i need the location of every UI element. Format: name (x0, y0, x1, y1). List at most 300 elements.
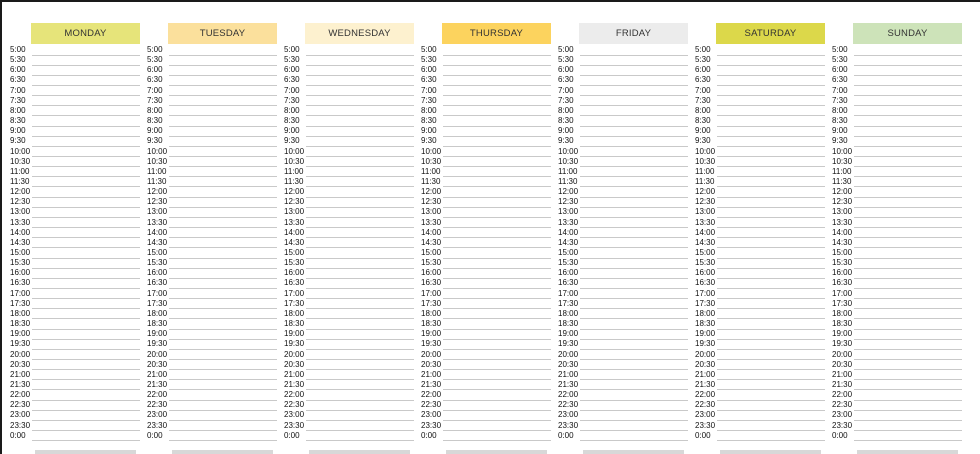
time-slot-label: 16:00 (10, 268, 31, 278)
time-slot-label: 9:30 (832, 136, 848, 146)
time-slot-label: 6:30 (147, 75, 163, 85)
time-slot-label: 0:00 (695, 430, 711, 440)
time-slot-label: 21:00 (695, 369, 716, 379)
time-slot-label: 12:00 (558, 187, 579, 197)
time-slot-label: 10:30 (832, 156, 853, 166)
time-slot-label: 17:00 (421, 288, 442, 298)
time-slot-label: 16:30 (284, 278, 305, 288)
time-slot-entry-line[interactable] (854, 369, 962, 370)
time-slot-label: 5:00 (558, 45, 574, 54)
time-slot-entry-line[interactable] (854, 227, 962, 228)
time-slot-label: 0:00 (147, 430, 163, 440)
time-slot-label: 18:00 (558, 308, 579, 318)
time-slot-label: 0:00 (284, 430, 300, 440)
time-slot-label: 12:00 (421, 187, 442, 197)
time-slot-label: 13:30 (832, 217, 853, 227)
time-slot-label: 5:30 (284, 55, 300, 65)
time-slot-label: 22:00 (284, 390, 305, 400)
time-slot-label: 23:30 (147, 420, 168, 430)
time-slot-label: 11:30 (421, 176, 441, 186)
time-slot-label: 6:00 (10, 65, 26, 75)
time-slot-label: 6:30 (832, 75, 848, 85)
time-slot-label: 8:00 (147, 105, 163, 115)
time-slot-label: 12:30 (10, 197, 31, 207)
time-slot-label: 8:30 (147, 116, 163, 126)
time-slot-label: 5:30 (695, 55, 711, 65)
time-slot-entry-line[interactable] (854, 410, 962, 411)
time-slot-label: 23:30 (695, 420, 716, 430)
time-slot-label: 6:00 (284, 65, 300, 75)
time-slot-label: 6:30 (10, 75, 26, 85)
time-slot-label: 8:30 (284, 116, 300, 126)
time-slot-label: 0:00 (421, 430, 437, 440)
time-slot-label: 6:30 (558, 75, 574, 85)
time-slot-label: 5:00 (10, 45, 26, 54)
time-slot-label: 23:00 (832, 410, 853, 420)
time-slot-label: 8:30 (10, 116, 26, 126)
time-slot-entry-line[interactable] (854, 176, 962, 177)
time-slot-label: 23:30 (421, 420, 442, 430)
time-slot-label: 13:00 (10, 207, 31, 217)
time-slot-label: 9:30 (421, 136, 437, 146)
time-slot-label: 22:30 (832, 400, 853, 410)
time-slot-label: 15:30 (695, 258, 716, 268)
time-slot-label: 21:00 (284, 369, 305, 379)
time-slot-label: 9:00 (147, 126, 163, 136)
day-header-sunday: SUNDAY (853, 23, 962, 44)
time-slot-label: 15:00 (10, 248, 31, 257)
time-slot-label: 19:30 (147, 339, 168, 349)
time-slot-label: 20:00 (695, 349, 716, 359)
time-slot-label: 22:00 (10, 390, 31, 400)
time-slot-label: 6:00 (558, 65, 574, 75)
time-slot-label: 6:30 (421, 75, 437, 85)
time-slot-label: 8:00 (832, 105, 848, 115)
time-slot-label: 12:00 (284, 187, 305, 197)
time-slot-label: 8:00 (558, 105, 574, 115)
time-slot-label: 16:30 (10, 278, 31, 288)
time-slot-label: 18:30 (695, 319, 716, 329)
time-slot-label: 15:00 (284, 248, 305, 257)
time-slot-label: 23:30 (10, 420, 31, 430)
day-header-thursday: THURSDAY (442, 23, 551, 44)
time-slot-entry-line[interactable] (854, 349, 962, 350)
time-slot-entry-line[interactable] (854, 420, 962, 421)
time-slot-label: 8:30 (421, 116, 437, 126)
time-slot-label: 7:00 (147, 85, 163, 95)
time-slot-label: 20:30 (695, 359, 716, 369)
time-slot-entry-line[interactable] (854, 400, 962, 401)
time-slot-label: 10:30 (147, 156, 168, 166)
time-slot-entry-line[interactable] (854, 85, 962, 86)
time-slot-entry-line[interactable] (854, 288, 962, 289)
time-slot-label: 10:30 (284, 156, 305, 166)
time-slot-label: 10:30 (421, 156, 442, 166)
time-slot-entry-line[interactable] (854, 95, 962, 96)
time-slot-label: 14:00 (10, 227, 31, 237)
time-slot-label: 15:00 (558, 248, 579, 257)
time-slot-label: 18:30 (10, 319, 31, 329)
time-slot-label: 21:00 (147, 369, 168, 379)
time-slot-label: 0:00 (832, 430, 848, 440)
time-slot-label: 7:30 (695, 95, 711, 105)
time-slot-entry-line[interactable] (854, 217, 962, 218)
time-slot-label: 7:30 (10, 95, 26, 105)
time-slot-label: 21:00 (832, 369, 853, 379)
time-slot-label: 22:30 (10, 400, 31, 410)
time-slot-label: 20:30 (558, 359, 579, 369)
time-slot-label: 23:30 (284, 420, 305, 430)
time-slot-entry-line[interactable] (854, 55, 962, 56)
time-slot-label: 12:30 (147, 197, 168, 207)
time-slot-label: 7:00 (832, 85, 848, 95)
time-slot-label: 10:00 (284, 146, 305, 156)
time-slot-label: 20:00 (284, 349, 305, 359)
time-slot-label: 17:00 (558, 288, 579, 298)
time-slot-label: 9:00 (695, 126, 711, 136)
time-slot-label: 15:30 (421, 258, 442, 268)
time-slot-label: 12:30 (284, 197, 305, 207)
time-slot-label: 23:30 (832, 420, 853, 430)
time-slot-label: 23:00 (421, 410, 442, 420)
time-slot-entry-line[interactable] (854, 247, 962, 248)
time-slot-label: 13:30 (558, 217, 579, 227)
time-slot-label: 13:30 (147, 217, 168, 227)
time-slot-label: 10:00 (558, 146, 579, 156)
time-slot-label: 15:30 (284, 258, 305, 268)
time-slot-label: 12:30 (695, 197, 716, 207)
time-slot-label: 20:00 (832, 349, 853, 359)
time-slot-label: 8:30 (832, 116, 848, 126)
time-slot-label: 7:30 (284, 95, 300, 105)
time-slot-entry-line[interactable] (854, 75, 962, 76)
time-slot-label: 11:00 (147, 166, 167, 176)
time-slot-label: 14:30 (284, 237, 305, 247)
time-slot-entry-line[interactable] (854, 136, 962, 137)
time-slot-label: 11:30 (147, 176, 167, 186)
time-slot-label: 8:00 (421, 105, 437, 115)
time-slot-label: 17:00 (832, 288, 853, 298)
time-slot-entry-line[interactable] (854, 268, 962, 269)
time-slot-label: 5:30 (10, 55, 26, 65)
time-slot-label: 20:30 (147, 359, 168, 369)
time-slot-entry-line[interactable] (854, 329, 962, 330)
time-slot-label: 12:00 (10, 187, 31, 197)
time-slot-entry-line[interactable] (854, 298, 962, 299)
time-slot-label: 22:30 (284, 400, 305, 410)
time-slot-label: 13:00 (695, 207, 716, 217)
time-slot-label: 19:30 (421, 339, 442, 349)
time-slot-label: 15:00 (421, 248, 442, 257)
time-slot-label: 9:30 (558, 136, 574, 146)
time-slot-entry-line[interactable] (854, 65, 962, 66)
time-slot-label: 7:30 (832, 95, 848, 105)
time-slot-label: 18:00 (421, 308, 442, 318)
time-slot-label: 19:00 (558, 329, 579, 339)
time-slot-label: 7:00 (558, 85, 574, 95)
time-slot-label: 16:30 (558, 278, 579, 288)
time-slot-entry-line[interactable] (854, 156, 962, 157)
time-slot-label: 13:30 (421, 217, 442, 227)
time-slot-label: 16:00 (695, 268, 716, 278)
time-slot-label: 15:30 (147, 258, 168, 268)
time-slot-label: 14:00 (832, 227, 853, 237)
time-slot-label: 16:30 (421, 278, 442, 288)
time-slot-label: 12:30 (558, 197, 579, 207)
time-slot-label: 13:30 (695, 217, 716, 227)
time-slot-label: 19:30 (284, 339, 305, 349)
time-slot-label: 20:00 (10, 349, 31, 359)
time-slot-entry-line[interactable] (854, 359, 962, 360)
time-slot-label: 20:00 (147, 349, 168, 359)
time-slot-label: 0:00 (558, 430, 574, 440)
time-slot-entry-line[interactable] (854, 105, 962, 106)
time-slot-label: 13:00 (421, 207, 442, 217)
time-slot-entry-line[interactable] (854, 430, 962, 431)
time-slot-label: 12:00 (832, 187, 853, 197)
time-slot-label: 15:00 (695, 248, 716, 257)
time-slot-entry-line[interactable] (854, 278, 962, 279)
time-slot-entry-line[interactable] (854, 115, 962, 116)
time-slot-label: 17:30 (695, 298, 716, 308)
time-slot-label: 21:00 (558, 369, 579, 379)
time-slot-label: 20:30 (10, 359, 31, 369)
time-slot-label: 5:00 (421, 45, 437, 54)
time-slot-label: 14:30 (10, 237, 31, 247)
time-slot-label: 20:00 (421, 349, 442, 359)
time-slot-label: 12:00 (695, 187, 716, 197)
time-slot-label: 23:30 (558, 420, 579, 430)
time-slot-label: 17:00 (147, 288, 168, 298)
time-slot-label: 11:00 (695, 166, 715, 176)
time-slot-label: 22:00 (421, 390, 442, 400)
time-slot-label: 14:00 (284, 227, 305, 237)
day-header-tuesday: TUESDAY (168, 23, 277, 44)
time-slot-label: 9:00 (284, 126, 300, 136)
time-slot-entry-line[interactable] (854, 389, 962, 390)
time-slot-label: 22:00 (695, 390, 716, 400)
time-slot-label: 22:00 (147, 390, 168, 400)
time-slot-label: 6:30 (284, 75, 300, 85)
time-slot-label: 16:30 (832, 278, 853, 288)
time-slot-entry-line[interactable] (854, 146, 962, 147)
time-slot-label: 9:00 (421, 126, 437, 136)
time-slot-label: 11:00 (558, 166, 578, 176)
time-slot-label: 19:00 (832, 329, 853, 339)
time-slot-label: 19:00 (147, 329, 168, 339)
time-slot-label: 14:30 (695, 237, 716, 247)
time-slot-label: 22:30 (695, 400, 716, 410)
time-slot-label: 17:00 (10, 288, 31, 298)
time-slot-label: 16:00 (147, 268, 168, 278)
time-slot-label: 11:00 (10, 166, 30, 176)
column-footer-bar (857, 450, 958, 454)
time-slot-label: 7:30 (558, 95, 574, 105)
time-slot-label: 19:30 (695, 339, 716, 349)
time-slot-label: 14:30 (832, 237, 853, 247)
time-slot-label: 22:30 (558, 400, 579, 410)
time-slot-label: 15:00 (832, 248, 853, 257)
time-slot-label: 7:00 (695, 85, 711, 95)
time-slot-label: 8:30 (558, 116, 574, 126)
time-slot-label: 13:00 (147, 207, 168, 217)
time-slot-label: 18:30 (147, 319, 168, 329)
time-slot-label: 18:30 (832, 319, 853, 329)
time-slot-label: 6:00 (832, 65, 848, 75)
time-slot-label: 21:00 (10, 369, 31, 379)
time-slot-entry-line[interactable] (854, 258, 962, 259)
time-slot-label: 12:00 (147, 187, 168, 197)
time-slot-label: 12:30 (832, 197, 853, 207)
time-slot-label: 16:00 (284, 268, 305, 278)
time-slot-label: 10:30 (558, 156, 579, 166)
time-slot-entry-line[interactable] (854, 440, 962, 441)
time-slot-label: 16:00 (421, 268, 442, 278)
time-slot-label: 11:30 (558, 176, 578, 186)
time-slot-label: 18:00 (147, 308, 168, 318)
time-slot-label: 21:30 (558, 379, 579, 389)
time-slot-label: 11:30 (10, 176, 30, 186)
time-slot-entry-line[interactable] (854, 318, 962, 319)
time-slot-label: 14:00 (421, 227, 442, 237)
time-slot-label: 23:00 (147, 410, 168, 420)
time-slot-label: 17:30 (421, 298, 442, 308)
time-slot-label: 12:30 (421, 197, 442, 207)
time-slot-label: 6:00 (147, 65, 163, 75)
time-slot-label: 11:00 (421, 166, 441, 176)
time-slot-label: 6:30 (695, 75, 711, 85)
time-slot-label: 13:30 (10, 217, 31, 227)
time-slot-label: 8:00 (10, 105, 26, 115)
time-slot-entry-line[interactable] (854, 126, 962, 127)
time-slot-label: 17:30 (147, 298, 168, 308)
time-slot-label: 22:00 (558, 390, 579, 400)
time-slot-label: 17:30 (10, 298, 31, 308)
time-slot-label: 5:30 (832, 55, 848, 65)
time-slot-label: 14:30 (421, 237, 442, 247)
time-slot-entry-line[interactable] (854, 237, 962, 238)
time-slot-label: 14:00 (147, 227, 168, 237)
time-slot-label: 23:00 (558, 410, 579, 420)
time-slot-label: 9:00 (832, 126, 848, 136)
time-slot-label: 22:30 (147, 400, 168, 410)
time-slot-label: 19:00 (695, 329, 716, 339)
time-slot-label: 13:30 (284, 217, 305, 227)
time-slot-label: 20:00 (558, 349, 579, 359)
time-slot-label: 9:30 (695, 136, 711, 146)
day-header-saturday: SATURDAY (716, 23, 825, 44)
time-slot-label: 0:00 (10, 430, 26, 440)
time-slot-entry-line[interactable] (854, 166, 962, 167)
time-slot-label: 15:30 (10, 258, 31, 268)
time-slot-entry-line[interactable] (854, 339, 962, 340)
time-slot-label: 20:30 (421, 359, 442, 369)
time-slot-label: 7:00 (421, 85, 437, 95)
time-slot-label: 9:00 (10, 126, 26, 136)
time-slot-label: 19:30 (10, 339, 31, 349)
time-slot-label: 11:00 (284, 166, 304, 176)
time-slot-label: 19:30 (558, 339, 579, 349)
time-slot-label: 10:30 (10, 156, 31, 166)
time-slot-label: 18:00 (284, 308, 305, 318)
time-slot-label: 21:30 (10, 379, 31, 389)
time-slot-label: 23:00 (695, 410, 716, 420)
time-slot-entry-line[interactable] (854, 379, 962, 380)
time-slot-label: 19:00 (10, 329, 31, 339)
time-slot-label: 10:00 (695, 146, 716, 156)
time-slot-label: 19:30 (832, 339, 853, 349)
time-slot-label: 11:30 (695, 176, 715, 186)
time-slot-label: 5:00 (284, 45, 300, 54)
time-slot-label: 17:30 (558, 298, 579, 308)
time-slot-label: 17:00 (284, 288, 305, 298)
time-slot-label: 5:00 (695, 45, 711, 54)
time-slot-label: 9:00 (558, 126, 574, 136)
time-slot-label: 10:30 (695, 156, 716, 166)
time-slot-label: 23:00 (284, 410, 305, 420)
time-slot-label: 17:30 (832, 298, 853, 308)
time-slot-label: 8:00 (284, 105, 300, 115)
time-slot-label: 14:00 (695, 227, 716, 237)
time-slot-label: 18:00 (695, 308, 716, 318)
time-slot-label: 16:30 (147, 278, 168, 288)
time-slot-entry-line[interactable] (854, 308, 962, 309)
time-slot-label: 21:30 (147, 379, 168, 389)
time-slot-label: 21:30 (832, 379, 853, 389)
time-slot-label: 16:00 (832, 268, 853, 278)
time-slot-label: 17:30 (284, 298, 305, 308)
time-slot-label: 9:30 (284, 136, 300, 146)
time-slot-label: 13:00 (284, 207, 305, 217)
time-slot-label: 16:30 (695, 278, 716, 288)
time-slot-label: 7:00 (10, 85, 26, 95)
time-slot-label: 16:00 (558, 268, 579, 278)
time-slot-entry-line[interactable] (854, 186, 962, 187)
time-slot-label: 11:30 (284, 176, 304, 186)
time-slot-label: 6:00 (421, 65, 437, 75)
time-slot-label: 11:00 (832, 166, 852, 176)
time-slot-label: 7:30 (147, 95, 163, 105)
time-slot-label: 21:00 (421, 369, 442, 379)
time-slot-label: 7:00 (284, 85, 300, 95)
time-slot-label: 8:30 (695, 116, 711, 126)
time-slot-label: 18:30 (284, 319, 305, 329)
time-slot-label: 18:30 (558, 319, 579, 329)
time-slot-label: 21:30 (695, 379, 716, 389)
time-slot-label: 23:00 (10, 410, 31, 420)
time-slot-label: 21:30 (421, 379, 442, 389)
time-slot-label: 8:00 (695, 105, 711, 115)
day-header-friday: FRIDAY (579, 23, 688, 44)
time-slot-label: 14:30 (147, 237, 168, 247)
time-slot-label: 17:00 (695, 288, 716, 298)
time-slot-entry-line[interactable] (854, 207, 962, 208)
time-slot-label: 18:00 (10, 308, 31, 318)
time-slot-label: 5:30 (558, 55, 574, 65)
time-slot-label: 14:00 (558, 227, 579, 237)
time-slot-label: 15:30 (832, 258, 853, 268)
time-slot-label: 15:00 (147, 248, 168, 257)
time-slot-label: 13:00 (558, 207, 579, 217)
time-slot-label: 5:00 (832, 45, 848, 54)
time-slot-label: 22:00 (832, 390, 853, 400)
time-slot-entry-line[interactable] (854, 197, 962, 198)
time-slot-label: 20:30 (284, 359, 305, 369)
time-slot-label: 15:30 (558, 258, 579, 268)
time-slot-label: 9:30 (147, 136, 163, 146)
time-slot-label: 7:30 (421, 95, 437, 105)
time-slot-label: 13:00 (832, 207, 853, 217)
